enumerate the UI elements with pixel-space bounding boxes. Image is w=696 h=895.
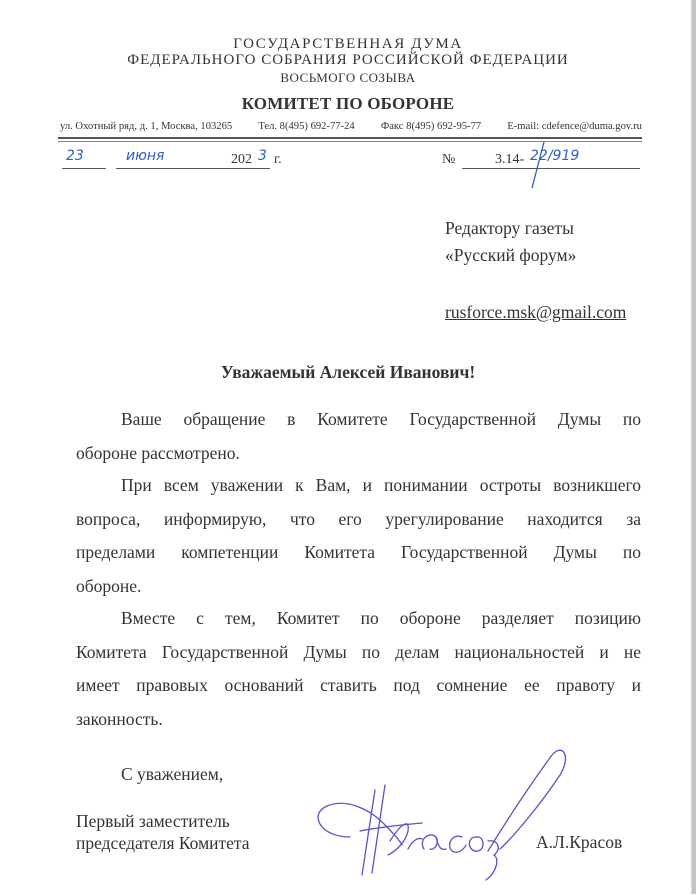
letterhead-duma: ГОСУДАРСТВЕННАЯ ДУМА: [233, 36, 463, 52]
paragraph-1: [76, 403, 641, 470]
recipient-email-link[interactable]: rusforce.msk@gmail.com: [445, 302, 627, 322]
paragraph-line: имеет правовых оснований ставить под сомнение ее правоту и: [76, 675, 641, 696]
paragraph-line: Комитета Государственной Думы по делам национальностей и не: [76, 641, 641, 662]
committee-email: E-mail: cdefence@duma.gov.ru: [507, 121, 642, 132]
paragraph-line: вопроса, информирую, что его урегулирование находится за: [76, 508, 641, 529]
letterhead-rule-thick: [58, 137, 642, 139]
address: ул. Охотный ряд, д. 1, Москва, 103265: [60, 121, 233, 132]
phone: Тел. 8(495) 692-77-24: [258, 121, 355, 132]
paragraph-2: [76, 469, 641, 603]
page-edge-border: [691, 0, 696, 894]
letterhead-committee: КОМИТЕТ ПО ОБОРОНЕ: [241, 94, 455, 113]
fax: Факс 8(495) 692-95-77: [380, 121, 482, 132]
paragraph-line: пределами компетенции Комитета Государственной Думы по: [76, 542, 641, 563]
year-suffix: г.: [274, 152, 282, 167]
paragraph-line: Вместе с тем, Комитет по обороне разделяет позицию: [121, 608, 641, 628]
letterhead-convocation: ВОСЬМОГО СОЗЫВА: [280, 70, 416, 85]
handwritten-year-digit: 3: [258, 148, 267, 164]
letterhead-rule-thin: [58, 141, 642, 142]
letterhead-federal-assembly: ФЕДЕРАЛЬНОГО СОБРАНИЯ РОССИЙСКОЙ ФЕДЕРАЦИИ: [127, 52, 569, 68]
number-handwritten: 22/919: [530, 148, 580, 164]
paragraph-line: законность.: [76, 708, 163, 729]
handwritten-slash-stroke: [528, 140, 548, 190]
paragraph-line: Ваше обращение в Комитете Государственной Думы по: [121, 409, 641, 429]
paragraph-line: обороне рассмотрено.: [76, 442, 240, 463]
closing-regards: С уважением,: [121, 764, 224, 784]
letterhead-contacts: [60, 121, 642, 132]
signatory-name: А.Л.Красов: [536, 832, 623, 852]
paragraph-line: При всем уважении к Вам, и понимании остроты возникшего: [121, 475, 641, 495]
number-printed: 3.14-: [495, 152, 525, 167]
signatory-title: [76, 810, 250, 854]
year-prefix: 202: [231, 152, 252, 167]
paragraph-line: обороне.: [76, 575, 142, 596]
paragraph-3: [76, 602, 641, 736]
number-label: №: [442, 152, 456, 167]
handwritten-signature-icon: [290, 745, 570, 895]
handwritten-day: 23: [66, 148, 84, 164]
signatory-title-line2: председателя Комитета: [76, 833, 250, 853]
recipient-line2: «Русский форум»: [445, 245, 577, 265]
signatory-title-line1: Первый заместитель: [76, 811, 230, 831]
greeting: Уважаемый Алексей Иванович!: [220, 362, 476, 382]
handwritten-month: июня: [126, 148, 165, 164]
recipient-line1: Редактору газеты: [445, 218, 574, 238]
